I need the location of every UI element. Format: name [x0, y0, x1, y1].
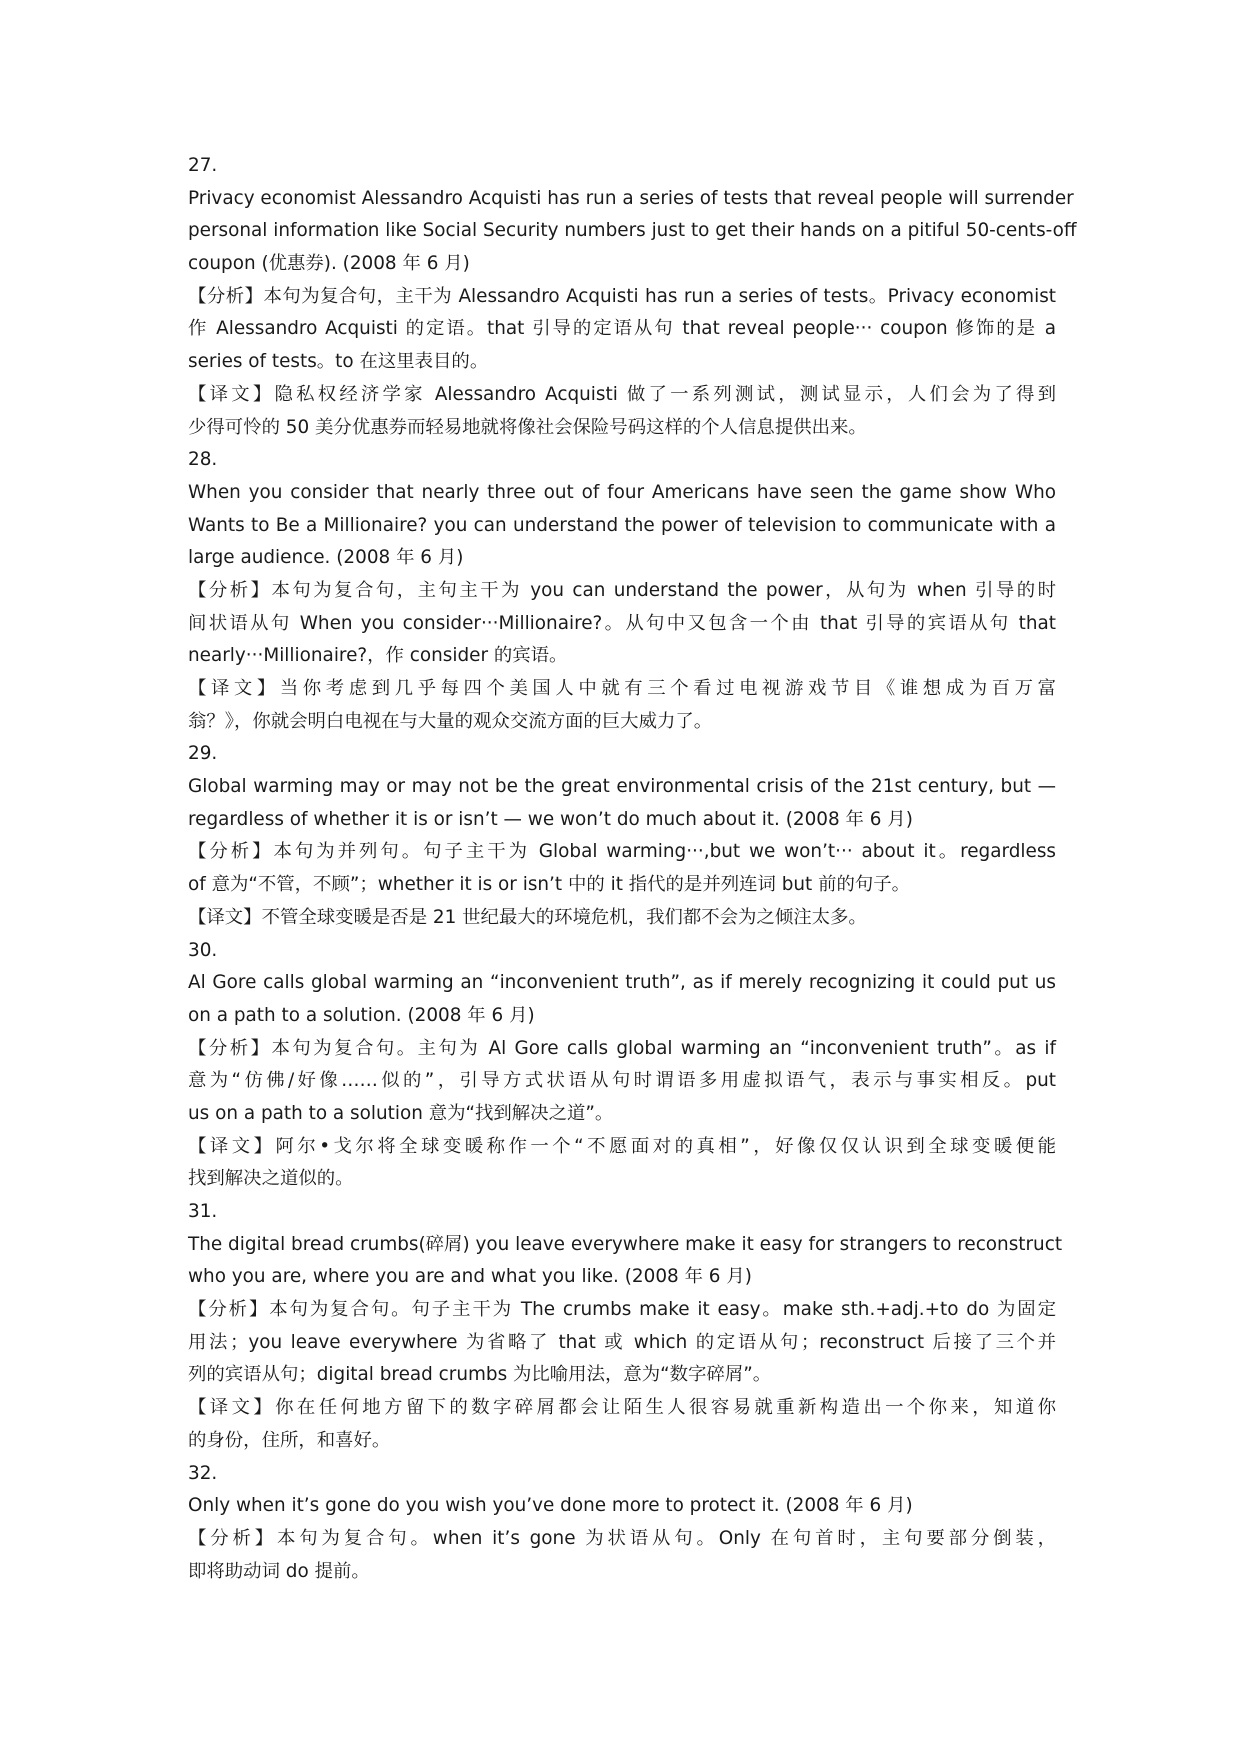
text-line: 少得可怜的 50 美分优惠券而轻易地就将像社会保险号码这样的个人信息提供出来。: [188, 416, 867, 438]
text-line: Global warming may or may not be the great environmental crisis of the 21st century, but —: [188, 776, 1056, 798]
text-line: Privacy economist Alessandro Acquisti has run a series of tests that reveal people will surrender: [188, 187, 1074, 209]
text-line: large audience. (2008 年 6 月): [188, 547, 464, 569]
text-line: Wants to Be a Millionaire? you can understand the power of television to communicate with a: [188, 514, 1056, 536]
item-number: 29.: [188, 743, 218, 765]
text-line: on a path to a solution. (2008 年 6 月): [188, 1004, 535, 1026]
text-line: us on a path to a solution 意为“找到解决之道”。: [188, 1102, 614, 1124]
item-number: 31.: [188, 1201, 218, 1222]
item-number: 28.: [188, 449, 218, 471]
text-line: 【分析】本句为复合句，主句主干为 you can understand the power，从句为 when 引导的时: [188, 579, 1056, 601]
text-line: 翁？》，你就会明白电视在与大量的观众交流方面的巨大威力了。: [188, 710, 713, 732]
item-number: 30.: [188, 939, 218, 961]
text-line: 【分析】本句为复合句。when it’s gone 为状语从句。Only 在句首时，主句要部分倒装，: [188, 1527, 1056, 1549]
text-line: who you are, where you are and what you like. (2008 年 6 月): [188, 1266, 752, 1288]
text-line: 的身份，住所，和喜好。: [188, 1429, 391, 1451]
text-line: series of tests。to 在这里表目的。: [188, 351, 489, 373]
text-line: regardless of whether it is or isn’t — we won’t do much about it. (2008 年 6 月): [188, 808, 913, 830]
text-line: 【译文】隐私权经济学家 Alessandro Acquisti 做了一系列测试，测试显示，人们会为了得到: [188, 383, 1056, 405]
text-line: 间状语从句 When you consider···Millionaire?。从句中又包含一个由 that 引导的宾语从句 that: [188, 612, 1056, 634]
item-number: 27.: [188, 155, 218, 176]
text-line: personal information like Social Security numbers just to get their hands on a pitiful 50-cents-off: [188, 220, 1077, 242]
text-line: 【分析】本句为复合句。主句为 Al Gore calls global warming an “inconvenient truth”。as if: [188, 1037, 1056, 1059]
text-line: 【分析】本句为复合句，主干为 Alessandro Acquisti has run a series of tests。Privacy economist: [188, 285, 1056, 307]
text-line: Only when it’s gone do you wish you’ve done more to protect it. (2008 年 6 月): [188, 1495, 913, 1517]
text-line: 即将助动词 do 提前。: [188, 1560, 370, 1582]
text-line: 【译文】当你考虑到几乎每四个美国人中就有三个看过电视游戏节目《谁想成为百万富: [188, 678, 1056, 699]
text-line: 列的宾语从句；digital bread crumbs 为比喻用法，意为“数字碎屑”。: [188, 1364, 772, 1386]
text-line: 【译文】不管全球变暖是否是 21 世纪最大的环境危机，我们都不会为之倾注太多。: [188, 906, 867, 928]
text-line: 意为“仿佛/好像……似的”，引导方式状语从句时谓语多用虚拟语气，表示与事实相反。put: [188, 1070, 1056, 1092]
text-line: 用法；you leave everywhere 为省略了 that 或 which 的定语从句；reconstruct 后接了三个并: [188, 1331, 1056, 1353]
text-line: When you consider that nearly three out of four Americans have seen the game show Who: [188, 481, 1056, 503]
text-line: 【译文】你在任何地方留下的数字碎屑都会让陌生人很容易就重新构造出一个你来，知道你: [188, 1397, 1056, 1419]
text-line: of 意为“不管，不顾”；whether it is or isn’t 中的 it 指代的是并列连词 but 前的句子。: [188, 874, 911, 896]
item-number: 32.: [188, 1462, 218, 1484]
text-line: 【分析】本句为并列句。句子主干为 Global warming···,but we won’t··· about it。regardless: [188, 841, 1056, 863]
text-line: The digital bread crumbs(碎屑) you leave everywhere make it easy for strangers to reconstruct: [188, 1233, 1063, 1255]
document-body: [188, 150, 1077, 1588]
text-line: 【译文】阿尔•戈尔将全球变暖称作一个“不愿面对的真相”，好像仅仅认识到全球变暖便能: [188, 1135, 1056, 1157]
text-line: 作 Alessandro Acquisti 的定语。that 引导的定语从句 that reveal people··· coupon 修饰的是 a: [188, 318, 1056, 340]
text-line: 找到解决之道似的。: [188, 1168, 354, 1190]
text-line: coupon (优惠券). (2008 年 6 月): [188, 253, 470, 275]
text-line: 【分析】本句为复合句。句子主干为 The crumbs make it easy。make sth.+adj.+to do 为固定: [188, 1299, 1056, 1321]
text-line: nearly···Millionaire?，作 consider 的宾语。: [188, 645, 568, 667]
text-line: Al Gore calls global warming an “inconvenient truth”, as if merely recognizing it could put us: [188, 972, 1056, 994]
